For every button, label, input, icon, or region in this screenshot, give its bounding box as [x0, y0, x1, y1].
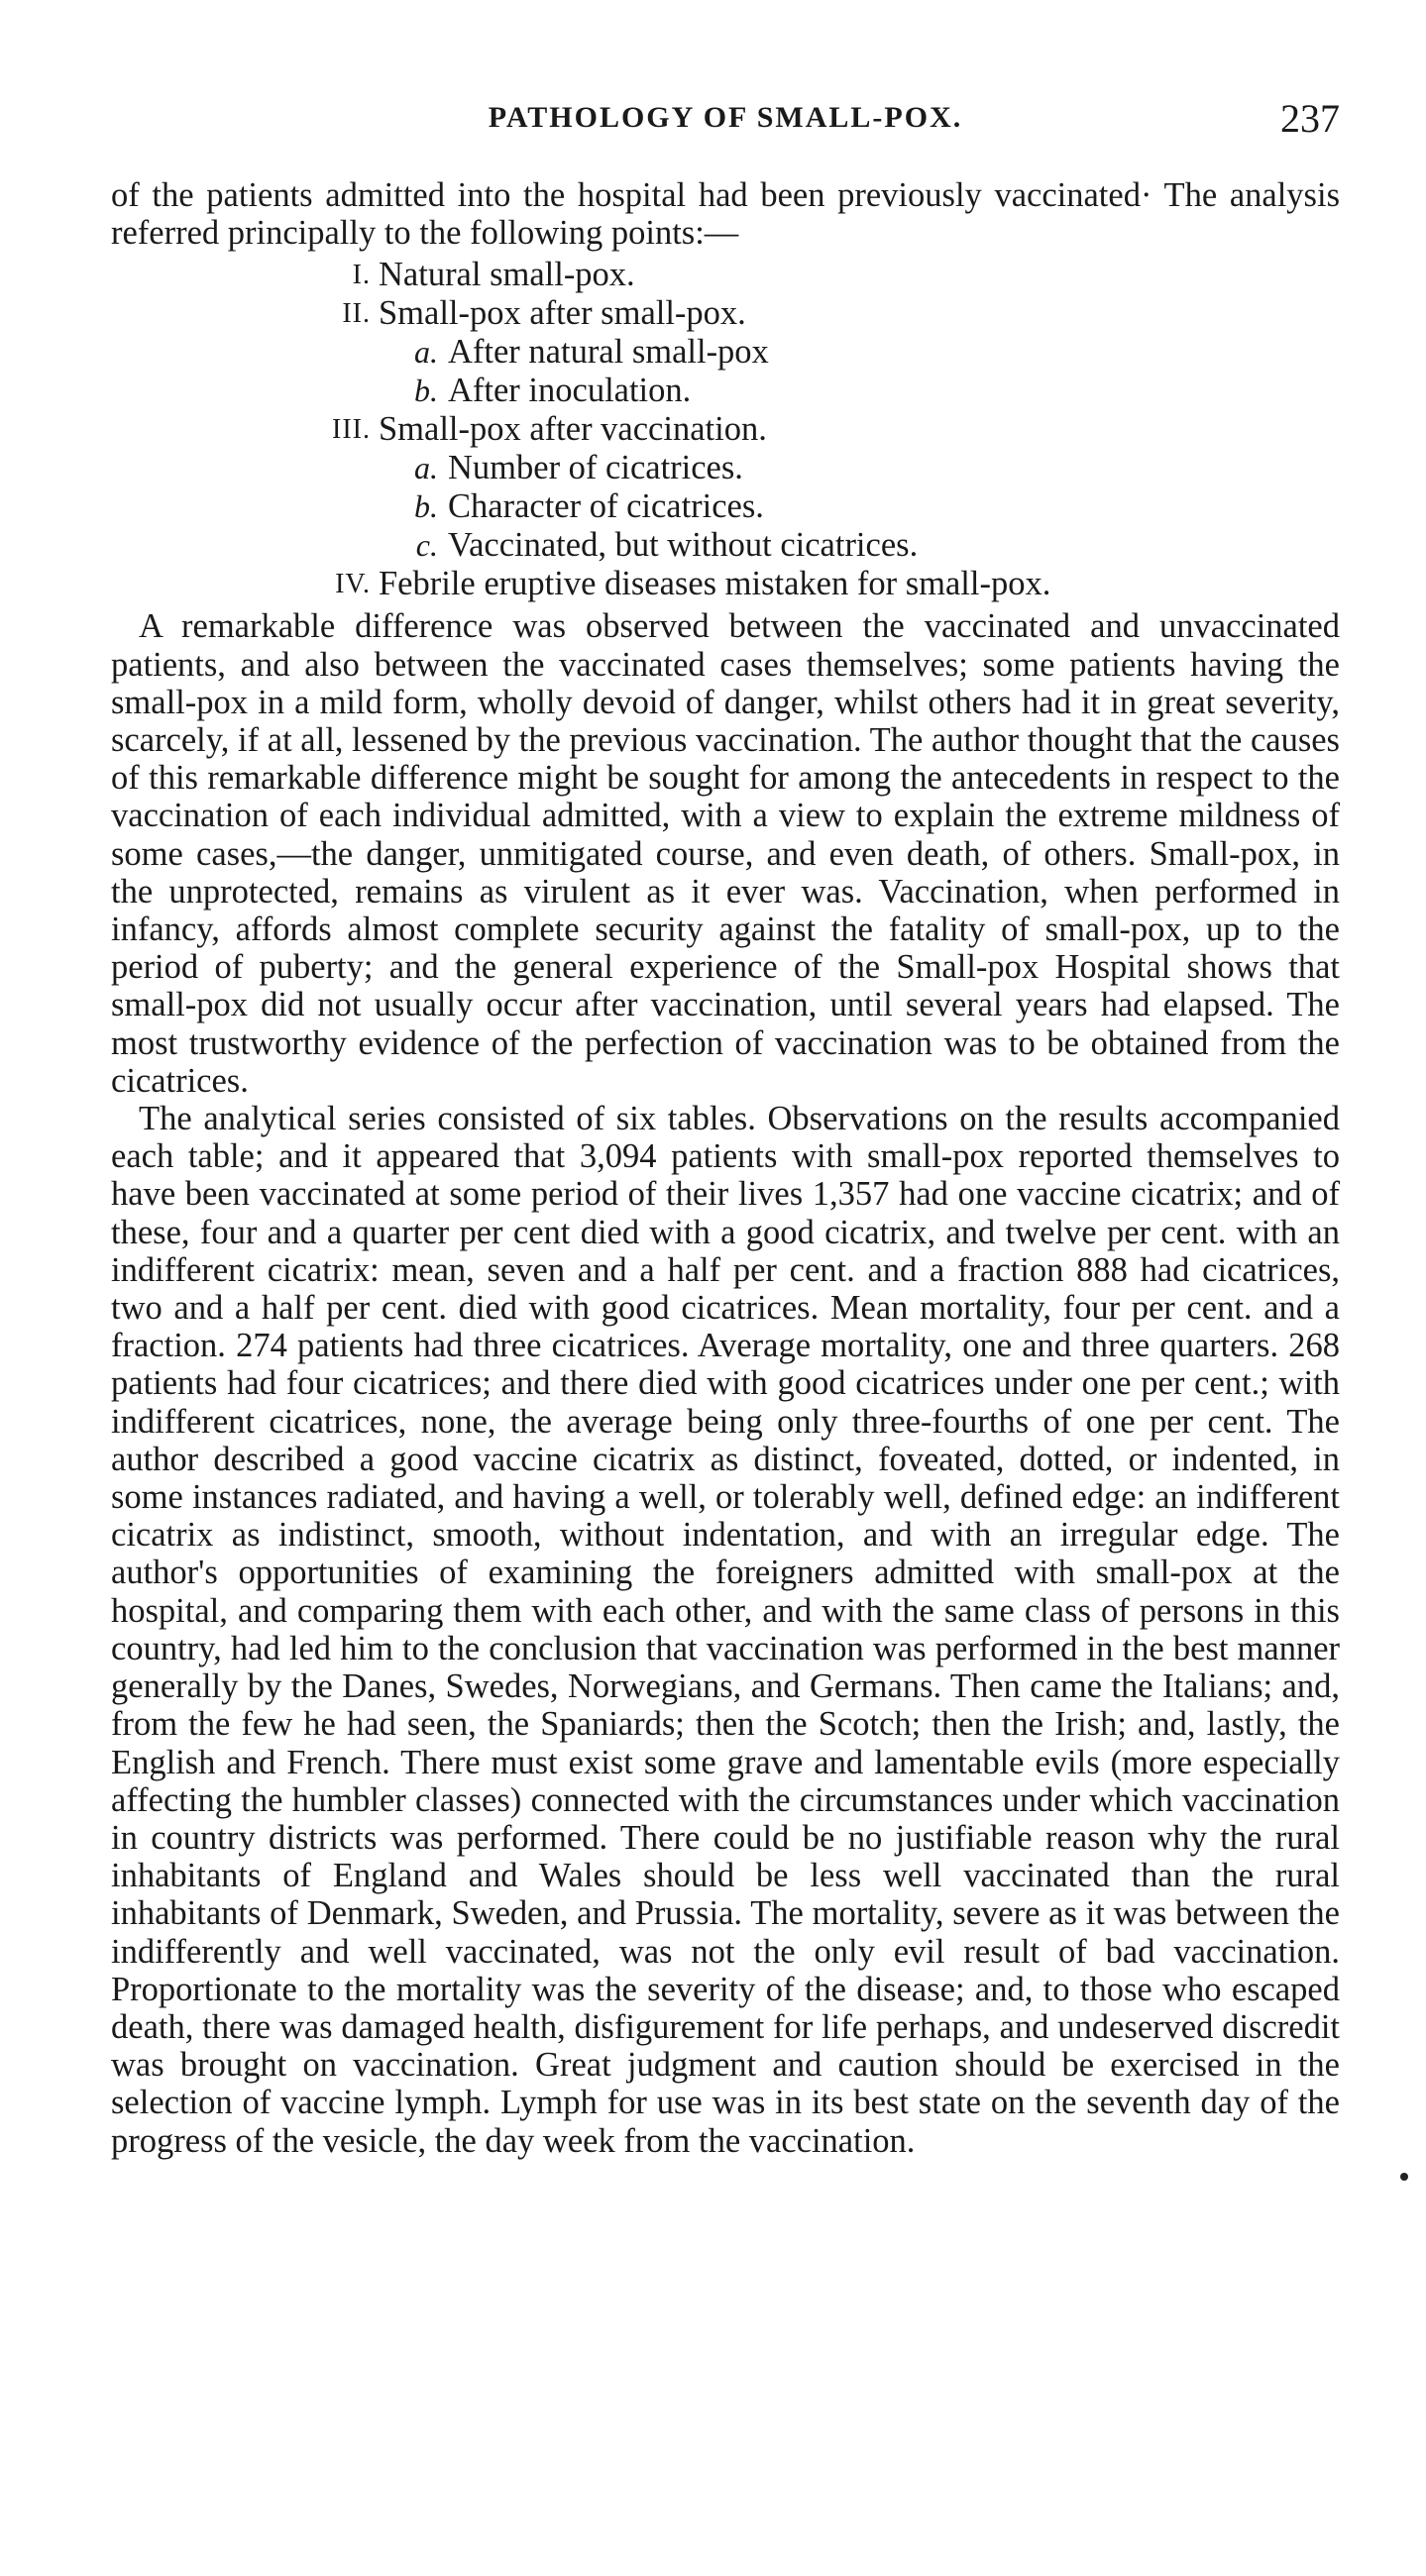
- outline-text: Small-pox after vaccination.: [379, 410, 767, 449]
- outline-subitem: [111, 449, 1340, 487]
- outline-number: I.: [352, 260, 371, 291]
- outline-item: [111, 410, 1340, 449]
- body-paragraph: The analytical series consisted of six tables. Observations on the results accompanied each table; and it appeared that 3,094 patients with small-pox reported themselves to have been vaccinated at some period of their lives 1,357 had one vaccine cicatrix; and of these, four and a quarter per cent died with a good cicatrix, and twelve per cent. with an indifferent cicatrix: mean, seven and a half per cent. and a fraction 888 had cicatrices, two and a half per cent. died with good cicatrices. Mean mortality, four per cent. and a fraction. 274 patients had three cicatrices. Average mortality, one and three quarters. 268 patients had four cicatrices; and there died with good cicatrices under one per cent.; with indifferent cicatrices, none, the average being only three-fourths of one per cent. The author described a good vaccine cicatrix as distinct, foveated, dotted, or indented, in some instances radiated, and having a well, or tolerably well, defined edge: an indifferent cicatrix as indistinct, smooth, without indentation, and with an irregular edge. The author's opportunities of examining the foreigners admitted with small-pox at the hospital, and comparing them with each other, and with the same class of persons in this country, had led him to the conclusion that vaccination was performed in the best manner generally by the Danes, Swedes, Norwegians, and Germans. Then came the Italians; and, from the few he had seen, the Spaniards; then the Scotch; then the Irish; and, lastly, the English and French. There must exist some grave and lamentable evils (more especially affecting the humbler classes) connected with the circumstances under which vaccination in country districts was performed. There could be no justifiable reason why the rural inhabitants of England and Wales should be less well vaccinated than the rural inhabitants of Denmark, Sweden, and Prussia. The mortality, severe as it was between the indifferently and well vaccinated, was not the only evil result of bad vaccination. Proportionate to the mortality was the severity of the disease; and, to those who escaped death, there was damaged health, disfigurement for life perhaps, and undeserved discredit was brought on vaccination. Great judgment and caution should be exercised in the selection of vaccine lymph. Lymph for use was in its best state on the seventh day of the progress of the vesicle, the day week from the vaccination.: [111, 1100, 1340, 2160]
- outline-text: Febrile eruptive diseases mistaken for small-pox.: [379, 565, 1051, 603]
- analysis-outline: [111, 256, 1340, 603]
- outline-number: IV.: [335, 569, 371, 600]
- outline-letter: b.: [414, 488, 438, 525]
- outline-text: Vaccinated, but without cicatrices.: [448, 526, 919, 565]
- outline-text: Natural small-pox.: [379, 256, 635, 294]
- outline-number: III.: [332, 414, 371, 446]
- running-head: [111, 95, 1340, 155]
- outline-letter: a.: [414, 450, 438, 486]
- running-title: PATHOLOGY OF SMALL-POX.: [488, 101, 963, 134]
- body-paragraph: A remarkable difference was observed between the vaccinated and unvaccinated patients, and also between the vaccinated cases themselves; some patients having the small-pox in a mild form, wholly devoid of danger, whilst others had it in great severity, scarcely, if at all, lessened by the previous vaccination. The author thought that the causes of this remarkable difference might be sought for among the antecedents in respect to the vaccination of each individual admitted, with a view to explain the extreme mildness of some cases,—the danger, unmitigated course, and even death, of others. Small-pox, in the unprotected, remains as virulent as it ever was. Vaccination, when performed in infancy, affords almost complete security against the fatality of small-pox, up to the period of puberty; and the general experience of the Small-pox Hospital shows that small-pox did not usually occur after vaccination, until several years had elapsed. The most trustworthy evidence of the perfection of vaccination was to be obtained from the cicatrices.: [111, 607, 1340, 1100]
- outline-text: After natural small-pox: [448, 333, 769, 372]
- outline-subitem: [111, 333, 1340, 372]
- outline-number: II.: [342, 298, 371, 330]
- outline-text: After inoculation.: [448, 372, 692, 410]
- outline-subitem: [111, 372, 1340, 410]
- outline-subitem: [111, 526, 1340, 565]
- outline-text: Character of cicatrices.: [448, 487, 764, 526]
- page-number: 237: [1280, 96, 1340, 141]
- outline-letter: a.: [414, 334, 438, 371]
- outline-item: [111, 294, 1340, 333]
- outline-text: Small-pox after small-pox.: [379, 294, 746, 333]
- outline-subitem: [111, 487, 1340, 526]
- outline-item: [111, 256, 1340, 294]
- outline-item: [111, 565, 1340, 603]
- book-page: [111, 95, 1340, 2160]
- outline-letter: b.: [414, 373, 438, 409]
- outline-text: Number of cicatrices.: [448, 449, 743, 487]
- outline-letter: c.: [415, 527, 438, 564]
- intro-paragraph: of the patients admitted into the hospital had been previously vaccinated· The analysis referred principally to the following points:—: [111, 176, 1340, 253]
- margin-dot-mark: [1400, 2173, 1408, 2181]
